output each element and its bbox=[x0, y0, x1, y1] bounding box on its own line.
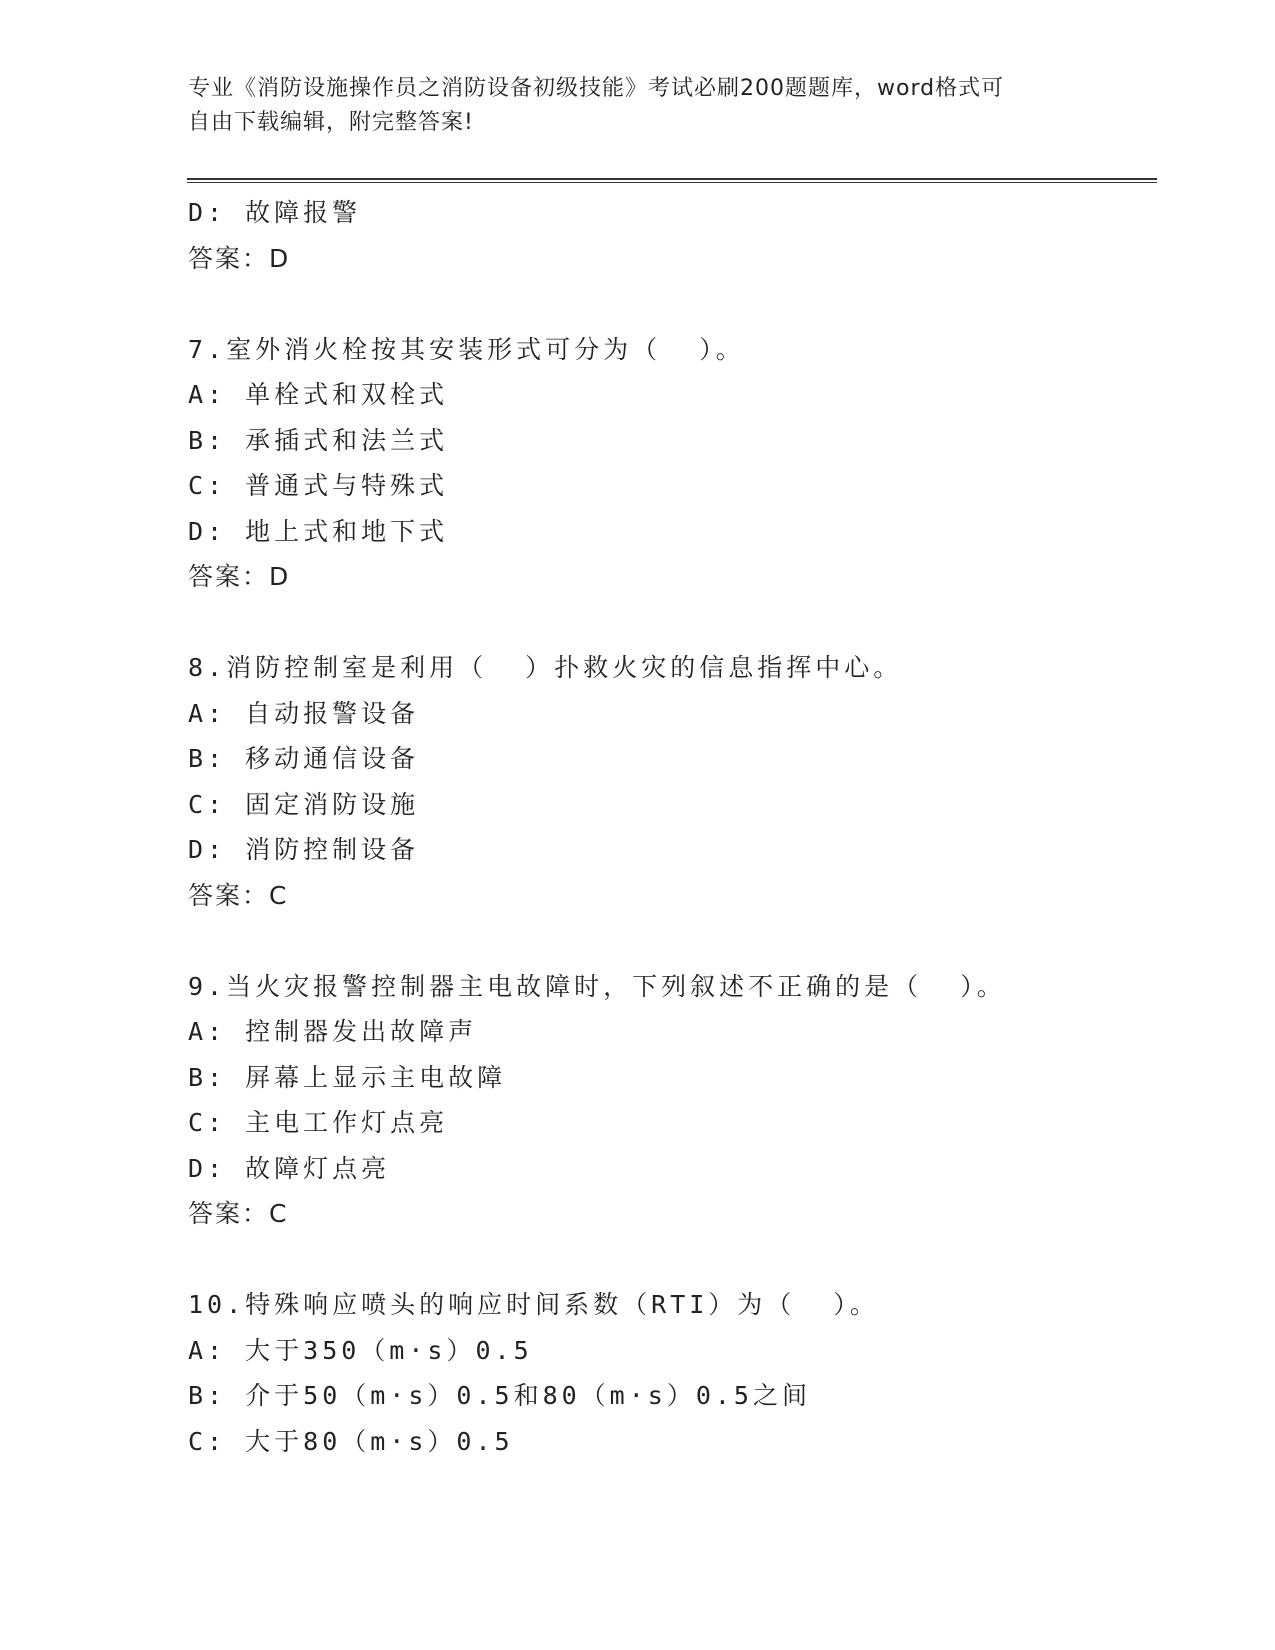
option-d: D: 消防控制设备 bbox=[188, 835, 420, 864]
header-line-1: 专业《消防设施操作员之消防设备初级技能》考试必刷200题题库，word格式可 bbox=[188, 76, 1005, 101]
option-b: B: 移动通信设备 bbox=[188, 744, 420, 773]
question-stem: 10.特殊响应喷头的响应时间系数（RTI）为（ ）。 bbox=[188, 1290, 879, 1319]
spacer bbox=[188, 1237, 1148, 1283]
option-a: A: 大于350（m·s）0.5 bbox=[188, 1335, 533, 1365]
carryover-answer: 答案：D bbox=[188, 243, 291, 273]
option-c: C: 大于80（m·s）0.5 bbox=[188, 1426, 514, 1456]
question-stem: 8.消防控制室是利用（ ）扑救火灾的信息指挥中心。 bbox=[188, 653, 903, 682]
question-8 bbox=[188, 645, 1148, 918]
answer: 答案：D bbox=[188, 562, 291, 591]
question-9 bbox=[188, 964, 1148, 1237]
question-stem: 9.当火灾报警控制器主电故障时，下列叙述不正确的是（ ）。 bbox=[188, 971, 1006, 1001]
answer: 答案：C bbox=[188, 880, 289, 910]
option-d: D: 故障灯点亮 bbox=[188, 1153, 391, 1183]
page-header bbox=[188, 72, 1068, 140]
option-c: C: 普通式与特殊式 bbox=[188, 471, 449, 500]
spacer bbox=[188, 600, 1148, 646]
option-a: A: 控制器发出故障声 bbox=[188, 1017, 478, 1046]
option-c: C: 固定消防设施 bbox=[188, 789, 420, 819]
answer: 答案：C bbox=[188, 1199, 289, 1228]
header-line-2: 自由下载编辑，附完整答案! bbox=[188, 110, 474, 135]
option-a: A: 单栓式和双栓式 bbox=[188, 380, 449, 409]
question-7 bbox=[188, 327, 1148, 600]
spacer bbox=[188, 918, 1148, 964]
carryover-option-d: D: 故障报警 bbox=[188, 198, 362, 227]
option-d: D: 地上式和地下式 bbox=[188, 516, 449, 546]
spacer bbox=[188, 281, 1148, 327]
header-divider bbox=[187, 178, 1157, 183]
question-10 bbox=[188, 1282, 1148, 1464]
option-c: C: 主电工作灯点亮 bbox=[188, 1108, 449, 1137]
question-stem: 7.室外消火栓按其安装形式可分为（ ）。 bbox=[188, 334, 745, 364]
option-b: B: 承插式和法兰式 bbox=[188, 425, 449, 455]
document-body bbox=[188, 190, 1148, 1464]
option-b: B: 屏幕上显示主电故障 bbox=[188, 1062, 507, 1092]
option-a: A: 自动报警设备 bbox=[188, 698, 420, 728]
option-b: B: 介于50（m·s）0.5和80（m·s）0.5之间 bbox=[188, 1381, 811, 1410]
